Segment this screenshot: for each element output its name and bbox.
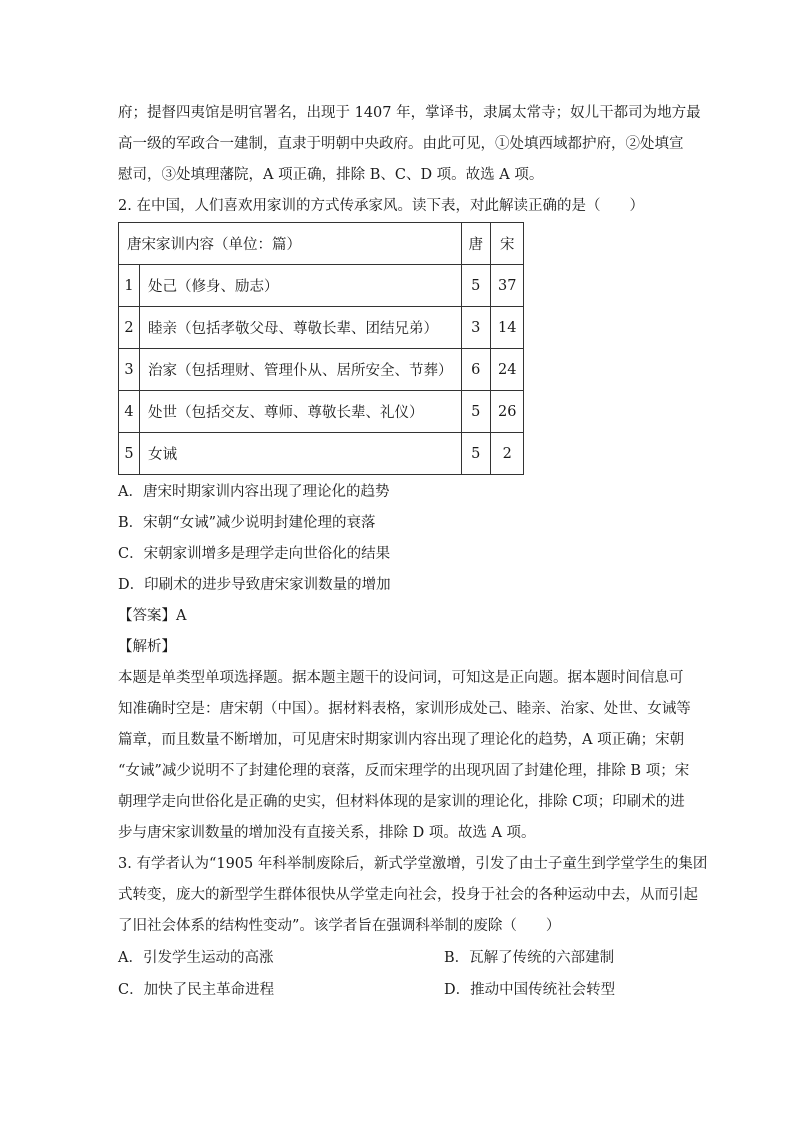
- q2-analysis-line-3: 篇章，而且数量不断增加，可见唐宋时期家训内容出现了理论化的趋势，A 项正确；宋朝: [118, 732, 685, 748]
- q2-analysis-line-1: 本题是单类型单项选择题。据本题主题干的设问词，可知这是正向题。据本题时间信息可: [118, 670, 684, 686]
- row-number: 1: [119, 265, 140, 307]
- q2-analysis-line-2: 知准确时空是：唐宋朝（中国）。据材料表格，家训形成处己、睦亲、治家、处世、女诫等: [118, 701, 691, 717]
- prev-analysis-line-1: 府；提督四夷馆是明官署名，出现于 1407 年，掌译书，隶属太常寺；奴儿干都司为地方最: [118, 105, 701, 121]
- table-header-row: [119, 223, 524, 265]
- q2-analysis-title: 【解析】: [118, 639, 176, 655]
- row-number: 2: [119, 307, 140, 349]
- row-content: 女诫: [140, 433, 462, 475]
- row-number: 5: [119, 433, 140, 475]
- q2-analysis-line-6: 步与唐宋家训数量的增加没有直接关系，排除 D 项。故选 A 项。: [118, 825, 536, 841]
- q2-option-b: B．宋朝“女诫”减少说明封建伦理的衰落: [118, 515, 376, 531]
- q2-answer: 【答案】A: [118, 608, 187, 624]
- row-number: 4: [119, 391, 140, 433]
- table-row: [119, 307, 524, 349]
- row-tang-count: 5: [461, 391, 491, 433]
- q2-option-a: A．唐宋时期家训内容出现了理论化的趋势: [118, 484, 390, 500]
- row-tang-count: 3: [461, 307, 491, 349]
- table-row: [119, 433, 524, 475]
- prev-analysis-line-2: 高一级的军政合一建制，直隶于明朝中央政府。由此可见，①处填西域都护府，②处填宣: [118, 136, 684, 152]
- row-song-count: 14: [491, 307, 524, 349]
- table-header-content: 唐宋家训内容（单位：篇）: [119, 223, 462, 265]
- table-header-song: 宋: [491, 223, 524, 265]
- q3-option-c: C．加快了民主革命进程: [118, 982, 275, 998]
- q2-analysis-line-5: 朝理学走向世俗化是正确的史实，但材料体现的是家训的理论化，排除 C项；印刷术的进: [118, 794, 685, 810]
- row-song-count: 24: [491, 349, 524, 391]
- q3-option-d: D．推动中国传统社会转型: [444, 982, 616, 998]
- q2-stem: 2. 在中国，人们喜欢用家训的方式传承家风。读下表，对此解读正确的是（ ）: [118, 198, 644, 214]
- row-tang-count: 6: [461, 349, 491, 391]
- row-song-count: 37: [491, 265, 524, 307]
- row-song-count: 2: [491, 433, 524, 475]
- q2-analysis-line-4: “女诫”减少说明不了封建伦理的衰落，反而宋理学的出现巩固了封建伦理，排除 B 项；宋: [118, 763, 690, 779]
- row-content: 处己（修身、励志）: [140, 265, 462, 307]
- q3-stem-line-3: 了旧社会体系的结构性变动”。该学者旨在强调科举制的废除（ ）: [118, 918, 561, 934]
- table-row: [119, 391, 524, 433]
- q3-stem-line-1: 3. 有学者认为“1905 年科举制废除后，新式学堂激增，引发了由士子童生到学堂学生的集团: [118, 856, 708, 872]
- row-content: 睦亲（包括孝敬父母、尊敬长辈、团结兄弟）: [140, 307, 462, 349]
- row-tang-count: 5: [461, 265, 491, 307]
- row-number: 3: [119, 349, 140, 391]
- q2-option-c: C．宋朝家训增多是理学走向世俗化的结果: [118, 546, 391, 562]
- family-instructions-table: [118, 222, 524, 475]
- table-header-tang: 唐: [461, 223, 491, 265]
- row-content: 处世（包括交友、尊师、尊敬长辈、礼仪）: [140, 391, 462, 433]
- prev-analysis-line-3: 慰司，③处填理藩院，A 项正确，排除 B、C、D 项。故选 A 项。: [118, 167, 544, 183]
- table-row: [119, 349, 524, 391]
- row-song-count: 26: [491, 391, 524, 433]
- q2-option-d: D．印刷术的进步导致唐宋家训数量的增加: [118, 577, 391, 593]
- row-tang-count: 5: [461, 433, 491, 475]
- row-content: 治家（包括理财、管理仆从、居所安全、节葬）: [140, 349, 462, 391]
- q3-option-a: A．引发学生运动的高涨: [118, 950, 274, 966]
- q3-stem-line-2: 式转变，庞大的新型学生群体很快从学堂走向社会，投身于社会的各种运动中去，从而引起: [118, 887, 698, 903]
- q3-option-b: B．瓦解了传统的六部建制: [444, 950, 615, 966]
- table-row: [119, 265, 524, 307]
